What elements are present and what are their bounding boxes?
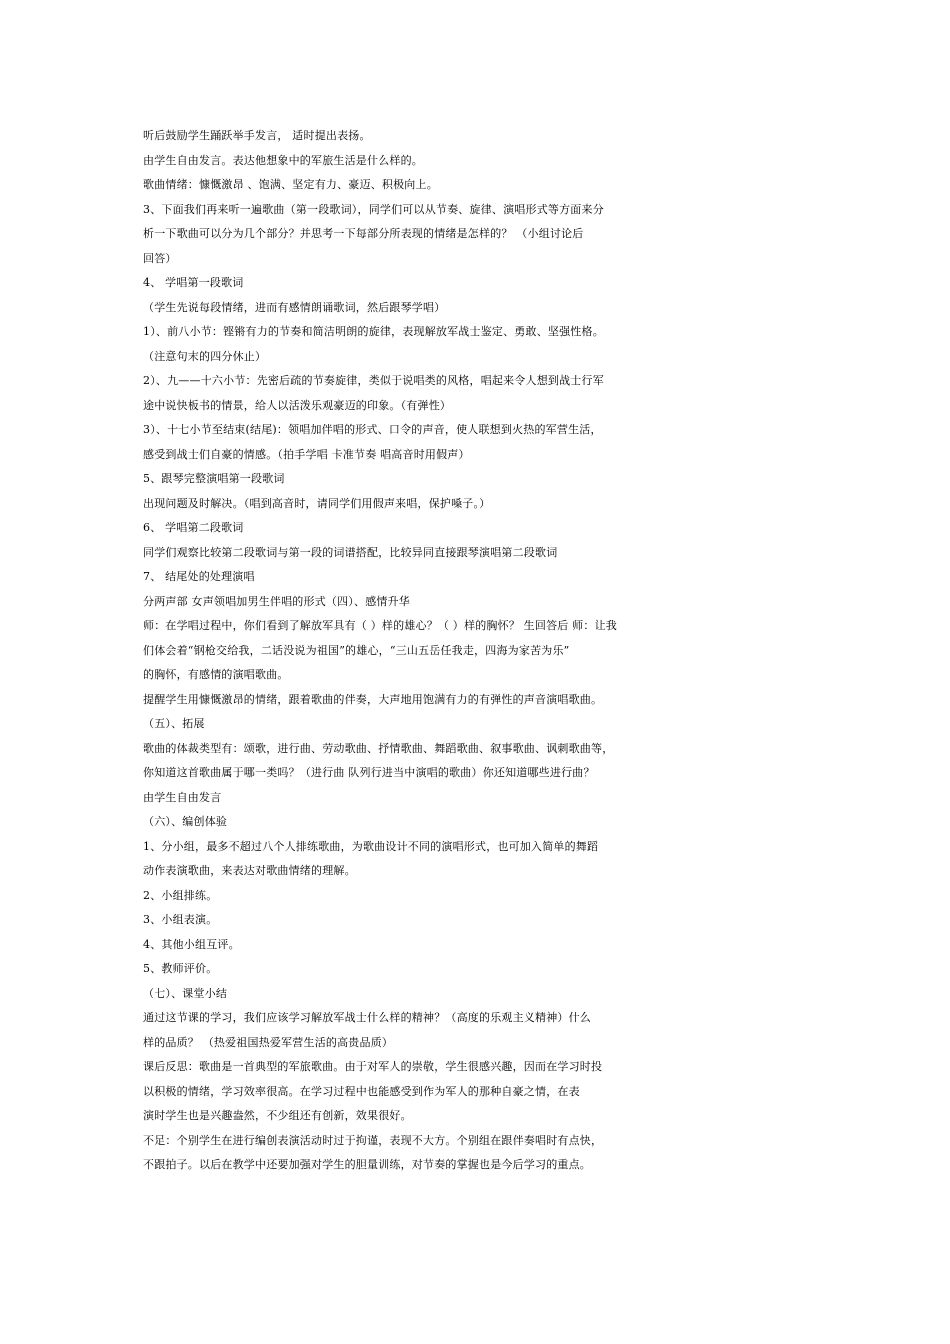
text-line: 通过这节课的学习，我们应该学习解放军战士什么样的精神？（高度的乐观主义精神）什么 [143,1011,591,1024]
text-line: 以积极的情绪，学习效率很高。在学习过程中也能感受到作为军人的那种自豪之情，在表 [143,1084,580,1098]
text-line: 回答） [143,251,177,265]
text-line: 2）、九——十六小节：先密后疏的节奏旋律，类似于说唱类的风格，唱起来令人想到战士行军 [143,374,604,387]
text-line: 由学生自由发言 [143,790,222,804]
text-line: 3、下面我们再来听一遍歌曲（第一段歌词），同学们可以从节奏、旋律、演唱形式等方面来分 [143,202,604,216]
section-heading: 5、跟琴完整演唱第一段歌词 [143,472,285,485]
text-line: 途中说快板书的情景，给人以活泼乐观豪迈的印象。（有弹性） [143,398,452,412]
section-heading: 6、 学唱第二段歌词 [143,521,244,534]
text-line: 分两声部 女声领唱加男生伴唱的形式（四）、感情升华 [143,594,410,608]
text-line: 的胸怀，有感情的演唱歌曲。 [143,668,289,681]
text-line: 3）、十七小节至结束(结尾)：领唱加伴唱的形式、口令的声音，使人联想到火热的军营生活， [143,423,602,436]
document-body [143,124,823,1178]
text-line: （注意句末的四分休止） [143,349,267,363]
text-line: 不足：个别学生在进行编创表演活动时过于拘谨，表现不大方。个别组在跟伴奏唱时有点快， [143,1133,603,1147]
section-heading: 4、 学唱第一段歌词 [143,276,244,289]
list-item: 5、教师评价。 [143,962,218,975]
text-line: 样的品质？ （热爱祖国热爱军营生活的高贵品质） [143,1035,394,1049]
text-line: 歌曲情绪：慷慨激昂 、饱满、坚定有力、豪迈、积极向上。 [143,178,438,191]
text-line: 课后反思：歌曲是一首典型的军旅歌曲。由于对军人的崇敬，学生很感兴趣，因而在学习时投 [143,1060,603,1073]
text-line: 不跟拍子。以后在教学中还要加强对学生的胆量训练，对节奏的掌握也是今后学习的重点。 [143,1158,591,1171]
text-line: 出现问题及时解决。（唱到高音时，请同学们用假声来唱，保护嗓子。） [143,496,491,510]
text-line: 由学生自由发言。表达他想象中的军旅生活是什么样的。 [143,153,423,167]
text-line: 1、分小组，最多不超过八个人排练歌曲，为歌曲设计不同的演唱形式，也可加入简单的舞蹈 [143,839,599,853]
list-item: 4、其他小组互评。 [143,937,240,951]
section-heading: （六）、编创体验 [143,815,228,828]
section-heading: （七）、课堂小结 [143,986,228,1000]
list-item: 2、小组排练。 [143,888,218,902]
text-line: 歌曲的体裁类型有：颂歌，进行曲、劳动歌曲、抒情歌曲、舞蹈歌曲、叙事歌曲、讽刺歌曲等， [143,741,614,755]
text-line: 你知道这首歌曲属于哪一类吗？（进行曲 队列行进当中演唱的歌曲）你还知道哪些进行曲？ [143,766,595,779]
text-line: 提醒学生用慷慨激昂的情绪，跟着歌曲的伴奏，大声地用饱满有力的有弹性的声音演唱歌曲。 [143,692,603,706]
text-line: 动作表演歌曲，来表达对歌曲情绪的理解。 [143,864,356,877]
text-line: 听后鼓励学生踊跃举手发言， 适时提出表扬。 [143,129,371,142]
text-line: 演时学生也是兴趣盎然，不少组还有创新，效果很好。 [143,1109,412,1122]
section-heading: （五）、拓展 [143,717,205,730]
list-item: 3、小组表演。 [143,913,218,926]
text-line: 师：在学唱过程中，你们看到了解放军具有（ ）样的雄心？（ ）样的胸怀？ 生回答后 师：让我 [143,619,617,632]
text-line: 感受到战士们自豪的情感。（拍手学唱 卡准节奏 唱高音时用假声） [143,447,470,461]
text-line: 1）、前八小节：铿锵有力的节奏和简洁明朗的旋律，表现解放军战士鉴定、勇敢、坚强性格。 [143,325,604,338]
text-line: 析一下歌曲可以分为几个部分？并思考一下每部分所表现的情绪是怎样的？ （小组讨论后 [143,227,584,240]
text-line: 同学们观察比较第二段歌词与第一段的词谱搭配，比较异同直接跟琴演唱第二段歌词 [143,545,558,559]
text-line: 们体会着“钢枪交给我，二话没说为祖国”的雄心，“三山五岳任我走，四海为家苦为乐” [143,643,570,657]
text-line: （学生先说每段情绪，进而有感情朗诵歌词，然后跟琴学唱） [143,300,446,314]
section-heading: 7、 结尾处的处理演唱 [143,570,255,583]
